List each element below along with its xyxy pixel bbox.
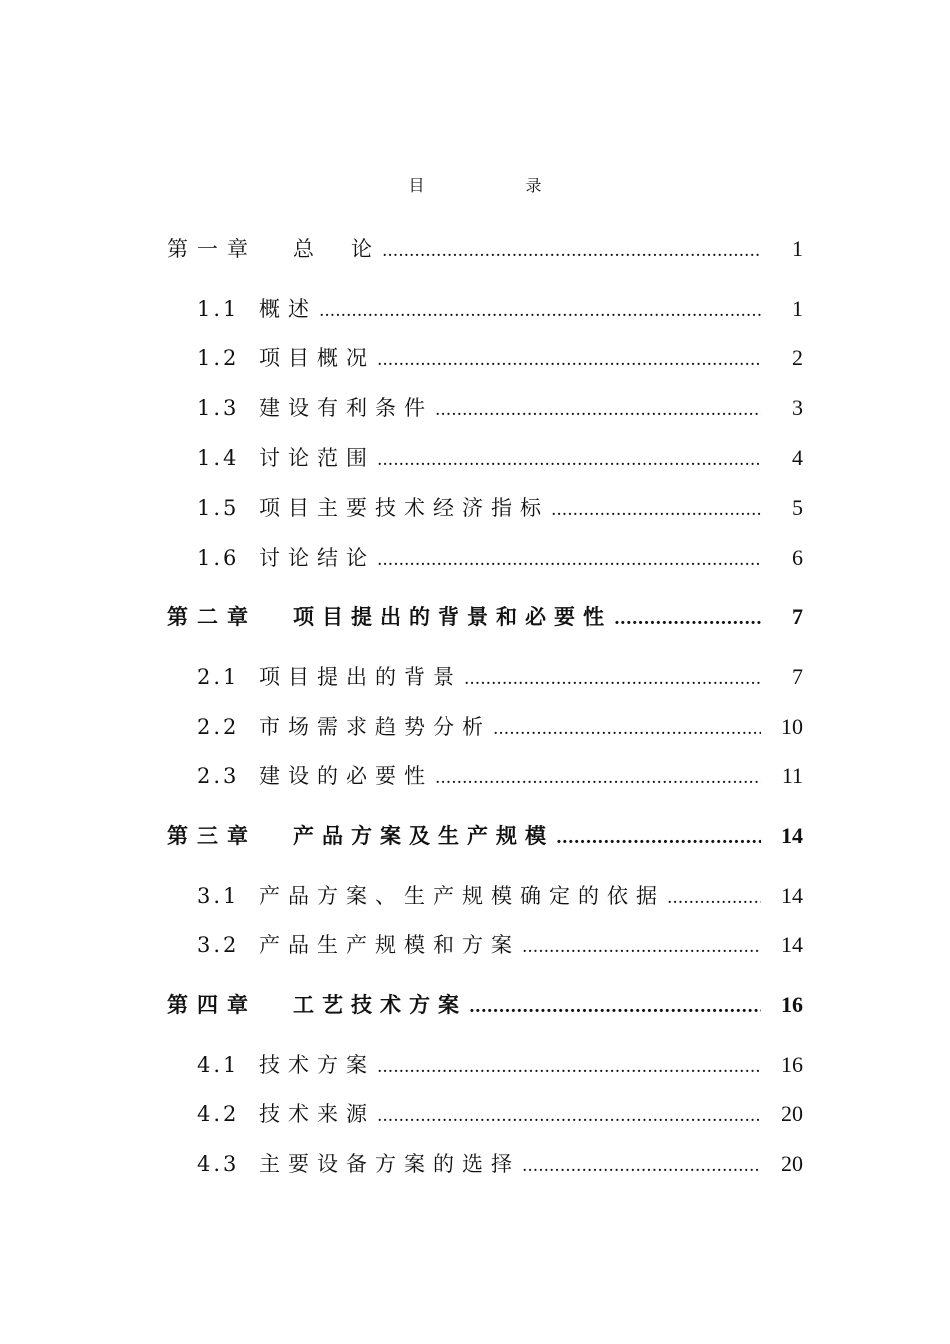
- toc-entry-number: 第一章: [167, 237, 257, 261]
- toc-entry-number: 1.1: [197, 296, 240, 321]
- toc-chapter-entry[interactable]: [167, 970, 803, 1030]
- toc-section-entry[interactable]: [167, 1030, 803, 1090]
- toc-entry-number: 1.2: [197, 346, 240, 371]
- toc-entry-title: 讨论结论: [259, 545, 375, 570]
- toc-entry-page-number: 14: [781, 932, 803, 958]
- toc-entry-title: 建设的必要性: [259, 764, 433, 789]
- dot-leader: [435, 386, 761, 436]
- toc-chapter-entry[interactable]: [167, 801, 803, 861]
- toc-section-entry[interactable]: [167, 333, 803, 383]
- toc-entry-page-number: 20: [781, 1101, 803, 1127]
- toc-section-entry[interactable]: [167, 1139, 803, 1189]
- toc-entry-title: 项目主要技术经济指标: [259, 495, 549, 520]
- dot-leader: [464, 655, 761, 705]
- toc-section-entry[interactable]: [167, 751, 803, 801]
- dot-leader: [377, 436, 761, 486]
- toc-entry-number: 2.1: [197, 664, 240, 689]
- toc-entry-page-number: 2: [792, 345, 803, 371]
- toc-section-entry[interactable]: [167, 1089, 803, 1139]
- toc-entry-page-number: 16: [781, 991, 803, 1017]
- toc-section-entry[interactable]: [167, 433, 803, 483]
- toc-entry-title: 总 论: [293, 237, 380, 261]
- dot-leader: [377, 536, 761, 586]
- toc-entry-number: 4.2: [197, 1102, 240, 1127]
- dot-leader: [377, 1043, 761, 1093]
- toc-entry-title: 建设有利条件: [259, 396, 433, 421]
- toc-section-entry[interactable]: [167, 642, 803, 702]
- toc-entry-number: 4.3: [197, 1152, 240, 1177]
- toc-entry-page-number: 14: [781, 822, 803, 848]
- toc-entry-page-number: 4: [792, 444, 803, 470]
- page-title: [0, 176, 950, 196]
- toc-entry-title: 技术方案: [259, 1052, 375, 1077]
- toc-entry-title: 产品方案及生产规模: [293, 822, 554, 848]
- dot-leader: [522, 923, 761, 973]
- dot-leader: [377, 336, 761, 386]
- dot-leader: [556, 814, 761, 864]
- toc-entry-title: 技术来源: [259, 1102, 375, 1127]
- toc-section-entry[interactable]: [167, 383, 803, 433]
- toc-entry-number: 1.5: [197, 495, 240, 520]
- toc-entry-number: 2.3: [197, 764, 240, 789]
- toc-chapter-entry[interactable]: [167, 224, 803, 274]
- toc-entry-number: 1.3: [197, 396, 240, 421]
- dot-leader: [551, 486, 761, 536]
- toc-entry-title: 主要设备方案的选择: [259, 1152, 520, 1177]
- toc-section-entry[interactable]: [167, 920, 803, 970]
- toc-chapter-entry[interactable]: [167, 582, 803, 642]
- toc-entry-number: 2.2: [197, 714, 240, 739]
- toc-entry-page-number: 7: [792, 663, 803, 689]
- toc-entry-title: 讨论范围: [259, 445, 375, 470]
- dot-leader: [469, 983, 761, 1033]
- toc-entry-title: 产品方案、生产规模确定的依据: [259, 883, 665, 908]
- dot-leader: [377, 1092, 761, 1142]
- toc-entry-number: 3.2: [197, 933, 240, 958]
- toc-section-entry[interactable]: [167, 861, 803, 921]
- toc-entry-title: 项目概况: [259, 346, 375, 371]
- toc-entry-page-number: 20: [781, 1151, 803, 1177]
- toc-section-entry[interactable]: [167, 702, 803, 752]
- toc-section-entry[interactable]: [167, 274, 803, 334]
- toc-entry-number: 1.4: [197, 445, 240, 470]
- toc-entry-page-number: 3: [792, 395, 803, 421]
- table-of-contents: [167, 224, 803, 1189]
- dot-leader: [522, 1142, 761, 1192]
- toc-entry-number: 第二章: [167, 604, 257, 630]
- toc-entry-number: 4.1: [197, 1052, 240, 1077]
- toc-section-entry[interactable]: [167, 533, 803, 583]
- dot-leader: [435, 754, 761, 804]
- toc-entry-page-number: 5: [792, 494, 803, 520]
- dot-leader: [667, 874, 761, 924]
- toc-entry-title: 项目提出的背景: [259, 664, 462, 689]
- toc-entry-title: 市场需求趋势分析: [259, 714, 491, 739]
- toc-entry-page-number: 10: [781, 713, 803, 739]
- toc-entry-page-number: 11: [781, 763, 803, 789]
- toc-section-entry[interactable]: [167, 483, 803, 533]
- toc-entry-number: 1.6: [197, 545, 240, 570]
- toc-entry-page-number: 1: [792, 236, 803, 261]
- dot-leader: [382, 227, 761, 277]
- toc-entry-page-number: 14: [781, 882, 803, 908]
- toc-entry-title: 工艺技术方案: [293, 991, 467, 1017]
- toc-entry-title: 概述: [259, 296, 317, 321]
- dot-leader: [493, 705, 761, 755]
- toc-entry-number: 3.1: [197, 883, 240, 908]
- toc-entry-number: 第三章: [167, 822, 257, 848]
- dot-leader: [319, 287, 761, 337]
- title-char-1: 目: [408, 176, 425, 195]
- toc-entry-page-number: 16: [781, 1051, 803, 1077]
- toc-entry-title: 产品生产规模和方案: [259, 933, 520, 958]
- dot-leader: [614, 595, 761, 645]
- toc-entry-page-number: 7: [792, 604, 803, 630]
- title-char-2: 录: [525, 176, 542, 195]
- toc-entry-number: 第四章: [167, 991, 257, 1017]
- toc-entry-page-number: 6: [792, 544, 803, 570]
- toc-entry-title: 项目提出的背景和必要性: [293, 604, 612, 630]
- toc-entry-page-number: 1: [792, 295, 803, 321]
